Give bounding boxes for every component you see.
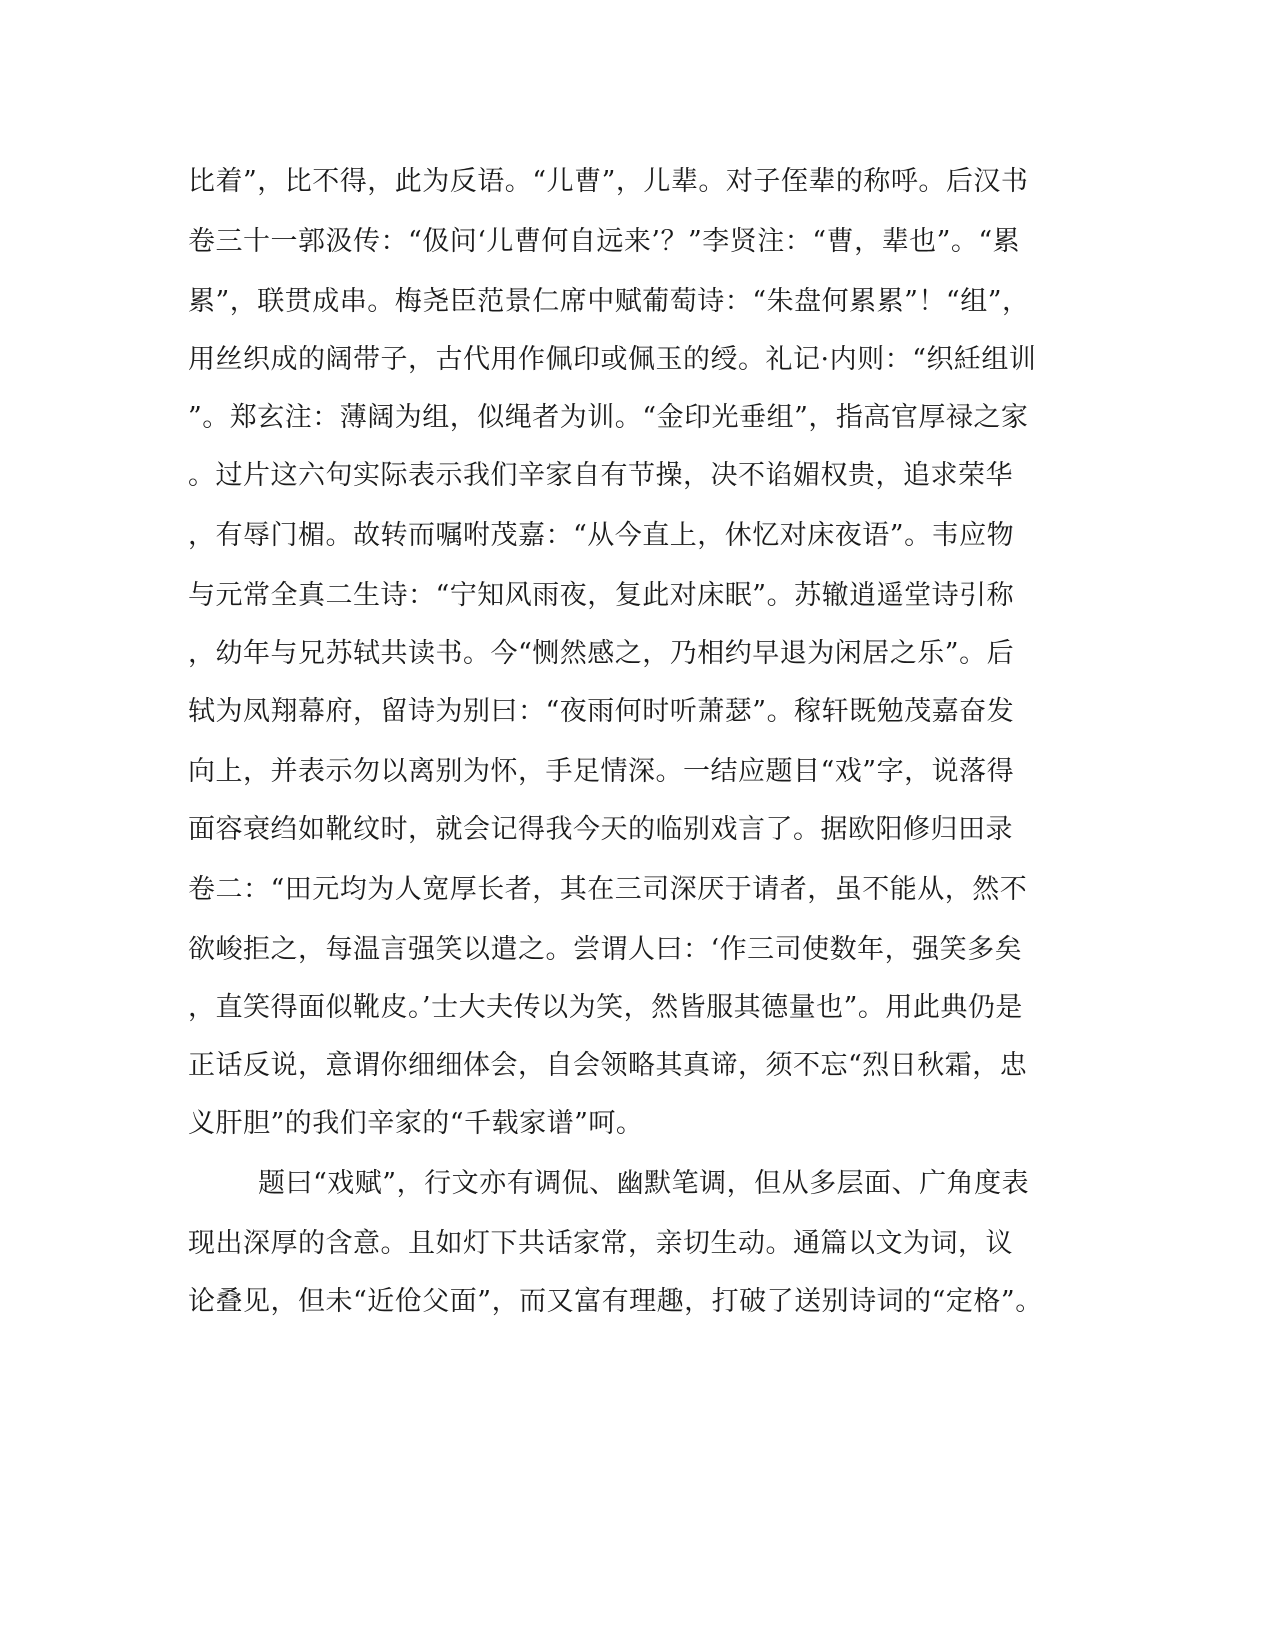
text-line-15: ，直笑得面似靴皮。’士大夫传以为笑，然皆服其德量也”。用此典仍是 [188, 992, 1023, 1023]
text-line-10: 轼为凤翔幕府，留诗为别曰：“夜雨何时听萧瑟”。稼轩既勉茂嘉奋发 [188, 696, 1015, 727]
text-line-3: 累”，联贯成串。梅尧臣范景仁席中赋葡萄诗：“朱盘何累累”！“组”， [188, 286, 1030, 317]
text-line-14: 欲峻拒之，每温言强笑以遣之。尝谓人曰：‘作三司使数年，强笑多矣 [188, 934, 1023, 965]
text-line-20: 论叠见，但未“近伧父面”，而又富有理趣，打破了送别诗词的“定格”。 [188, 1286, 1043, 1317]
text-line-19: 现出深厚的含意。且如灯下共话家常，亲切生动。通篇以文为词，议 [188, 1228, 1013, 1259]
text-line-16: 正话反说，意谓你细细体会，自会领略其真谛，须不忘“烈日秋霜，忠 [188, 1050, 1028, 1081]
text-line-1: 比着”，比不得，此为反语。“儿曹”，儿辈。对子侄辈的称呼。后汉书 [188, 166, 1029, 197]
text-line-12: 面容衰绉如靴纹时，就会记得我今天的临别戏言了。据欧阳修归田录 [188, 814, 1013, 845]
text-line-8: 与元常全真二生诗：“宁知风雨夜，复此对床眠”。苏辙逍遥堂诗引称 [188, 580, 1015, 611]
text-line-13: 卷二：“田元均为人宽厚长者，其在三司深厌于请者，虽不能从，然不 [188, 874, 1028, 905]
text-line-2: 卷三十一郭汲传：“伋问‘儿曹何自远来’？”李贤注：“曹，辈也”。“累 [188, 226, 1021, 257]
text-line-17: 义肝胆”的我们辛家的“千载家谱”呵。 [188, 1108, 644, 1139]
text-line-4: 用丝织成的阔带子，古代用作佩印或佩玉的绶。礼记·内则：“织紝组训 [188, 344, 1037, 375]
text-line-11: 向上，并表示勿以离别为怀，手足情深。一结应题目“戏”字，说落得 [188, 756, 1015, 787]
text-line-5: ”。郑玄注：薄阔为组，似绳者为训。“金印光垂组”，指高官厚禄之家 [188, 402, 1029, 433]
text-line-7: ，有辱门楣。故转而嘱咐茂嘉：“从今直上，休忆对床夜语”。韦应物 [188, 520, 1015, 551]
text-line-6: 。过片这六句实际表示我们辛家自有节操，决不谄媚权贵，追求荣华 [188, 460, 1013, 491]
text-line-9: ，幼年与兄苏轼共读书。今“恻然感之，乃相约早退为闲居之乐”。后 [188, 638, 1015, 669]
text-line-18: 题曰“戏赋”，行文亦有调侃、幽默笔调，但从多层面、广角度表 [258, 1168, 1030, 1199]
